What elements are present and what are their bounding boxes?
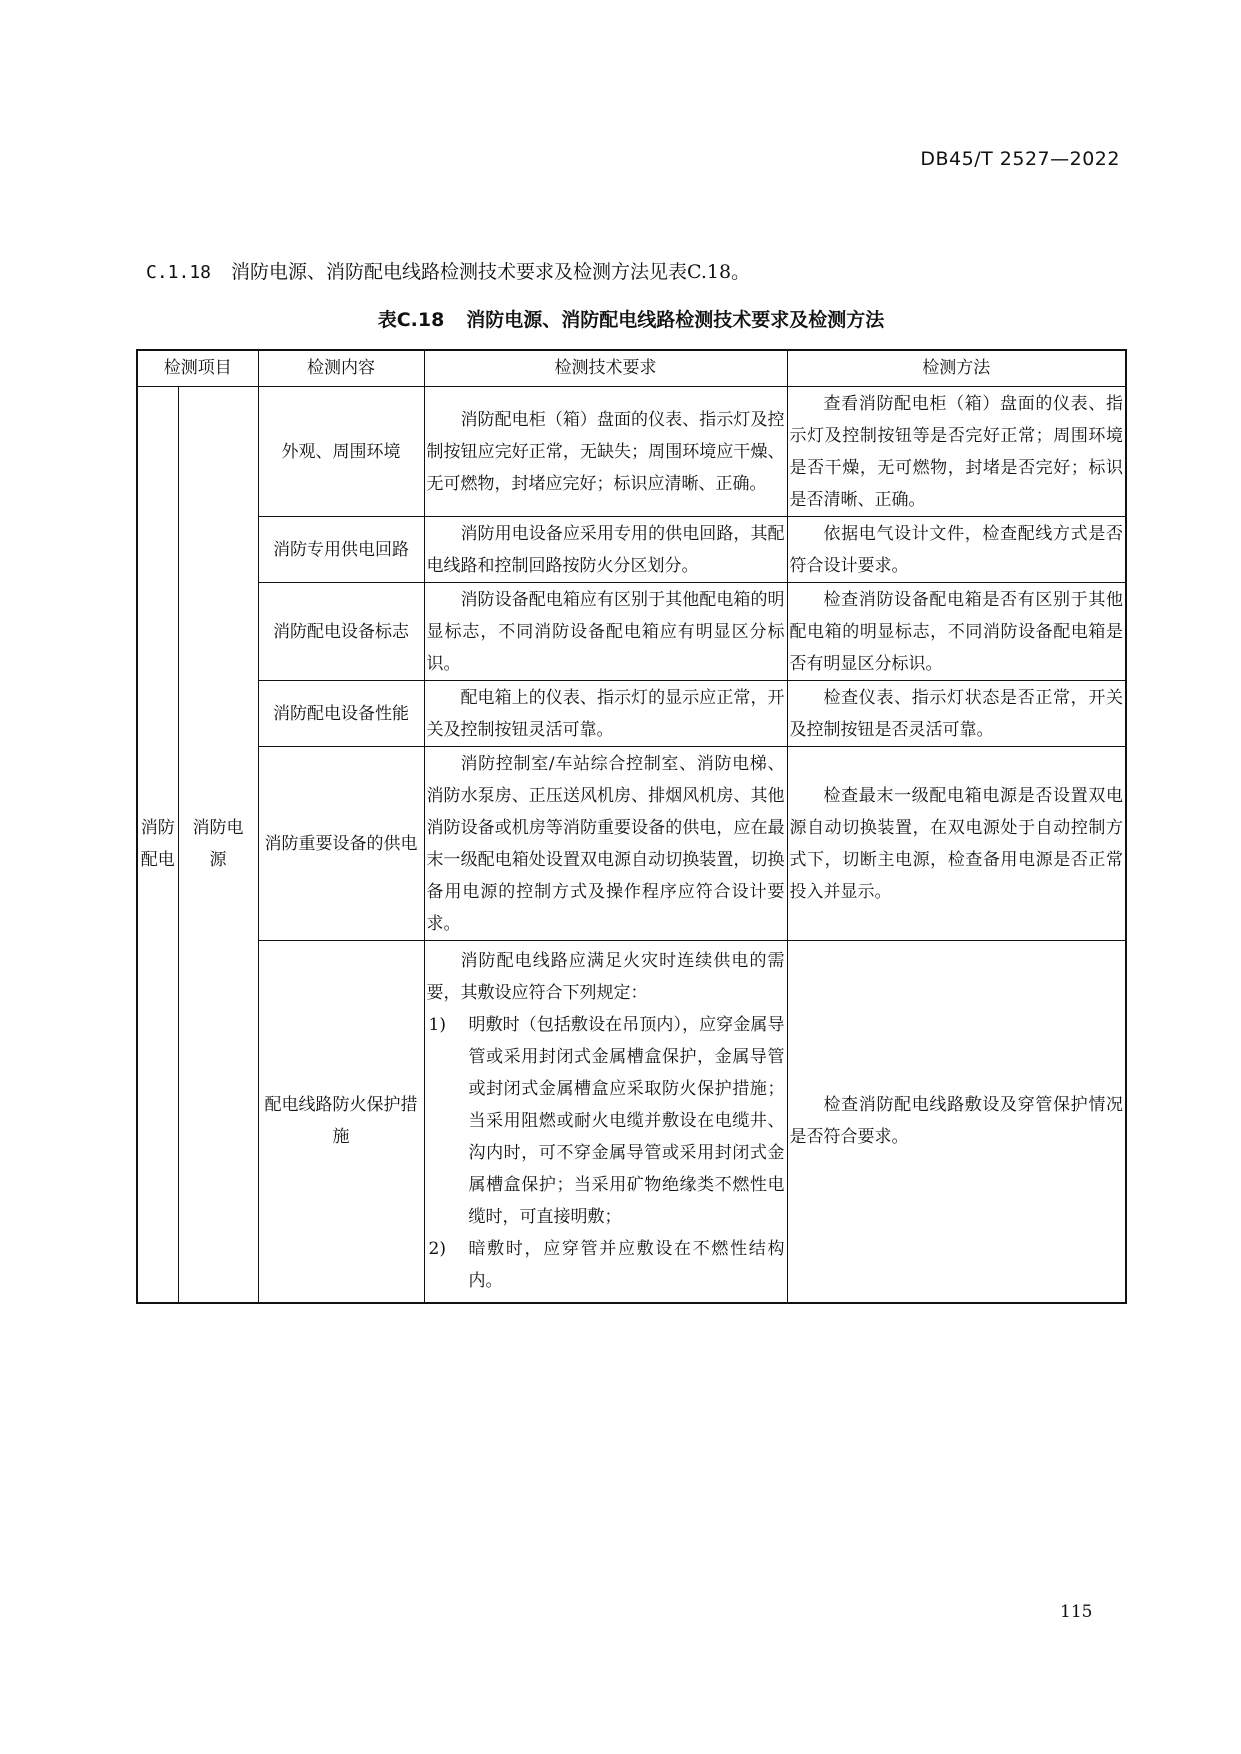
table-title-text: 消防电源、消防配电线路检测技术要求及检测方法 [466,309,885,331]
method-cell: 检查最末一级配电箱电源是否设置双电源自动切换装置，在双电源处于自动控制方式下，切断主电源，检查备用电源是否正常投入并显示。 [787,747,1126,941]
group-fire-distribution: 消防配电 [137,387,178,1303]
content-cell: 外观、周围环境 [258,387,424,517]
method-cell: 检查消防配电线路敷设及穿管保护情况是否符合要求。 [787,941,1126,1303]
requirement-cell: 配电箱上的仪表、指示灯的显示应正常，开关及控制按钮灵活可靠。 [424,681,787,747]
table-row [137,387,1126,517]
requirement-cell [424,941,787,1303]
requirement-intro: 消防配电线路应满足火灾时连续供电的需要，其敷设应符合下列规定： [426,951,785,1004]
group-fire-power: 消防电源 [178,387,258,1303]
requirement-cell: 消防用电设备应采用专用的供电回路，其配电线路和控制回路按防火分区划分。 [424,517,787,583]
list-item [427,1233,785,1297]
content-cell: 消防配电设备标志 [258,583,424,681]
table-row [137,681,1126,747]
table-header-row [137,350,1126,387]
method-cell: 检查消防设备配电箱是否有区别于其他配电箱的明显标志，不同消防设备配电箱是否有明显区分标识。 [787,583,1126,681]
list-item [427,1009,785,1233]
inspection-table [136,349,1127,1304]
content-cell: 配电线路防火保护措施 [258,941,424,1303]
table-row [137,747,1126,941]
clause-text: 消防电源、消防配电线路检测技术要求及检测方法见表C.18。 [231,261,751,283]
method-cell: 查看消防配电柜（箱）盘面的仪表、指示灯及控制按钮等是否完好正常；周围环境是否干燥，无可燃物，封堵是否完好；标识是否清晰、正确。 [787,387,1126,517]
clause-number: C.1.18 [146,262,212,283]
document-code: DB45/T 2527—2022 [920,148,1120,170]
requirement-cell: 消防设备配电箱应有区别于其他配电箱的明显标志，不同消防设备配电箱应有明显区分标识。 [424,583,787,681]
requirement-cell: 消防控制室/车站综合控制室、消防电梯、消防水泵房、正压送风机房、排烟风机房、其他消防设备或机房等消防重要设备的供电，应在最末一级配电箱处设置双电源自动切换装置，切换备用电源的控制方式及操作程序应符合设计要求。 [424,747,787,941]
header-content: 检测内容 [258,350,424,387]
list-text: 明敷时（包括敷设在吊顶内），应穿金属导管或采用封闭式金属槽盒保护，金属导管或封闭式金属槽盒应采取防火保护措施；当采用阻燃或耐火电缆并敷设在电缆井、沟内时，可不穿金属导管或采用封闭式金属槽盒保护；当采用矿物绝缘类不燃性电缆时，可直接明敷； [468,1015,785,1228]
content-cell: 消防专用供电回路 [258,517,424,583]
clause-paragraph [146,257,750,284]
list-marker: 2) [428,1239,446,1260]
requirement-cell: 消防配电柜（箱）盘面的仪表、指示灯及控制按钮应完好正常，无缺失；周围环境应干燥、无可燃物，封堵应完好；标识应清晰、正确。 [424,387,787,517]
content-cell: 消防配电设备性能 [258,681,424,747]
method-cell: 依据电气设计文件，检查配线方式是否符合设计要求。 [787,517,1126,583]
method-cell: 检查仪表、指示灯状态是否正常，开关及控制按钮是否灵活可靠。 [787,681,1126,747]
header-item: 检测项目 [137,350,258,387]
list-text: 暗敷时，应穿管并应敷设在不燃性结构内。 [468,1239,785,1292]
table-row [137,583,1126,681]
table-title [136,305,1126,332]
content-cell: 消防重要设备的供电 [258,747,424,941]
list-marker: 1) [428,1015,446,1036]
header-requirement: 检测技术要求 [424,350,787,387]
table-number: 表C.18 [377,309,445,331]
table-row [137,517,1126,583]
page-number: 115 [1060,1602,1093,1622]
header-method: 检测方法 [787,350,1126,387]
table-row [137,941,1126,1303]
